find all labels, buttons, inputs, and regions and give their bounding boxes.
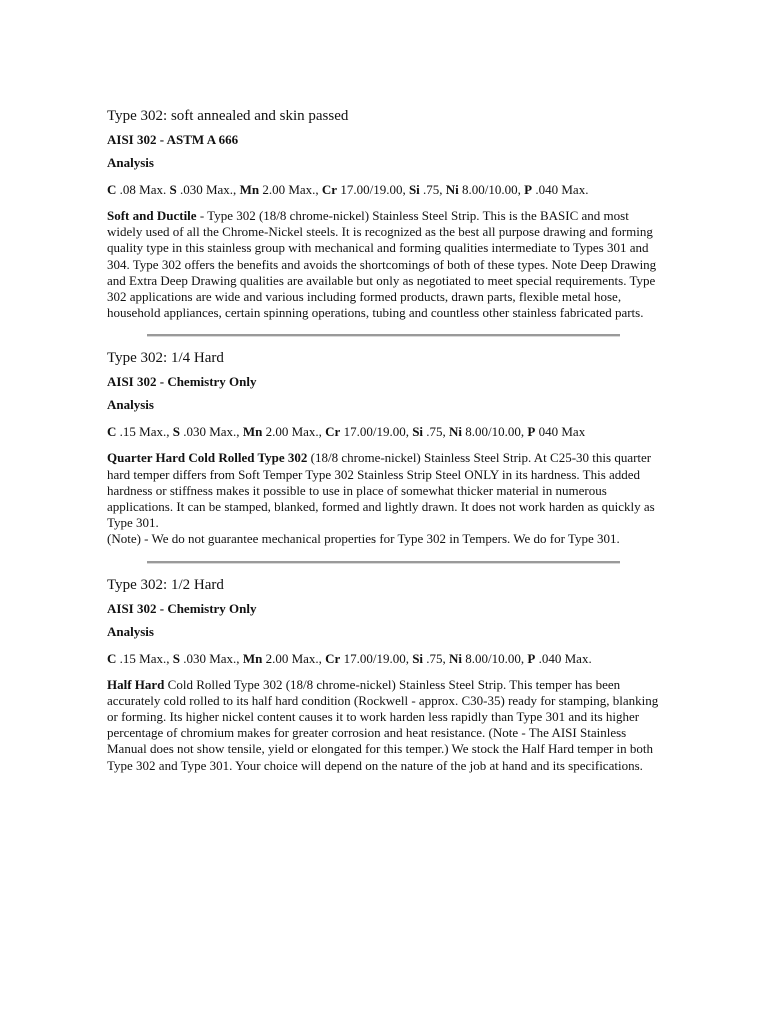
description-text: Cold Rolled Type 302 (18/8 chrome-nickel) Stainless Steel Strip. This temper has been accurately cold rolled to its half hard condition (Rockwell - approx. C30-35) ready for stamping, blanking or forming. Its higher nickel content causes it to work harden less rapidly than Type 301 and its higher percentage of chromium makes for greater corrosion and heat resistance. (Note - The AISI Stainless Manual does not show tensile, yield or elongated for this temper.) We stock the Half Hard temper in both Type 302 and Type 301. Your choice will depend on the nature of the job at hand and its specifications. bbox=[107, 676, 659, 773]
description-lead: Soft and Ductile bbox=[107, 208, 197, 223]
element-si-value: .75, bbox=[423, 424, 450, 440]
section-spec: AISI 302 - Chemistry Only bbox=[107, 374, 257, 390]
element-s: S bbox=[172, 650, 180, 666]
document-page bbox=[107, 106, 660, 774]
element-c-value: .15 Max., bbox=[116, 424, 173, 440]
element-c: C bbox=[107, 182, 117, 197]
element-s-value: .030 Max., bbox=[179, 650, 243, 666]
element-si-value: .75, bbox=[419, 182, 446, 197]
element-c-value: .08 Max. bbox=[116, 182, 170, 197]
element-c: C bbox=[107, 650, 117, 666]
element-ni-value: 8.00/10.00, bbox=[462, 650, 528, 666]
composition-line bbox=[107, 181, 660, 198]
element-s-value: .030 Max., bbox=[176, 182, 240, 197]
description-note: (Note) - We do not guarantee mechanical properties for Type 302 in Tempers. We do for Type 301. bbox=[107, 531, 620, 547]
horizontal-divider bbox=[147, 334, 620, 337]
element-cr-value: 17.00/19.00, bbox=[337, 182, 409, 197]
element-s: S bbox=[172, 424, 180, 440]
section-title: Type 302: 1/2 Hard bbox=[107, 576, 224, 593]
description-text: (18/8 chrome-nickel) Stainless Steel Strip. At C25-30 this quarter hard temper differs from Soft Temper Type 302 Stainless Strip Steel ONLY in its hardness. This added hardness or stiffness makes it possible to use in place of somewhat thicker material in numerous applications. It can be stamped, blanked, formed and lightly drawn. It does not work harden as quickly as Type 301. bbox=[107, 450, 655, 531]
element-p-value: .040 Max. bbox=[535, 650, 592, 666]
element-p: P bbox=[527, 424, 536, 440]
composition-line bbox=[107, 650, 660, 667]
section-title: Type 302: 1/4 Hard bbox=[107, 350, 224, 367]
section-title: Type 302: soft annealed and skin passed bbox=[107, 108, 349, 124]
element-cr-value: 17.00/19.00, bbox=[340, 650, 413, 666]
element-p-value: .040 Max. bbox=[532, 182, 589, 197]
horizontal-divider bbox=[147, 561, 620, 564]
section-spec: AISI 302 - Chemistry Only bbox=[107, 600, 257, 616]
section-spec: AISI 302 - ASTM A 666 bbox=[107, 132, 239, 147]
element-ni: Ni bbox=[445, 182, 459, 197]
section-description bbox=[107, 208, 660, 321]
element-c: C bbox=[107, 424, 117, 440]
element-si: Si bbox=[412, 424, 424, 440]
element-ni-value: 8.00/10.00, bbox=[462, 424, 528, 440]
element-p: P bbox=[524, 182, 533, 197]
section-description bbox=[107, 677, 660, 774]
analysis-label: Analysis bbox=[107, 397, 154, 413]
element-ni: Ni bbox=[449, 424, 463, 440]
analysis-label: Analysis bbox=[107, 155, 154, 170]
element-c-value: .15 Max., bbox=[116, 650, 173, 666]
element-p-value: 040 Max bbox=[535, 424, 586, 440]
element-mn-value: 2.00 Max., bbox=[262, 650, 326, 666]
element-cr-value: 17.00/19.00, bbox=[340, 424, 413, 440]
element-si-value: .75, bbox=[423, 650, 450, 666]
description-lead: Half Hard bbox=[107, 676, 165, 692]
element-ni: Ni bbox=[449, 650, 463, 666]
section-type-302-soft bbox=[107, 106, 660, 321]
element-mn: Mn bbox=[239, 182, 260, 197]
element-si: Si bbox=[412, 650, 424, 666]
description-lead: Quarter Hard Cold Rolled Type 302 bbox=[107, 450, 308, 466]
analysis-label: Analysis bbox=[107, 623, 154, 639]
element-p: P bbox=[527, 650, 536, 666]
element-cr: Cr bbox=[325, 650, 341, 666]
element-cr: Cr bbox=[321, 182, 338, 197]
section-type-302-quarter-hard bbox=[107, 348, 660, 547]
element-mn-value: 2.00 Max., bbox=[262, 424, 326, 440]
element-mn: Mn bbox=[242, 424, 263, 440]
element-si: Si bbox=[408, 182, 420, 197]
section-type-302-half-hard bbox=[107, 575, 660, 774]
element-ni-value: 8.00/10.00, bbox=[458, 182, 525, 197]
element-mn: Mn bbox=[242, 650, 263, 666]
element-cr: Cr bbox=[325, 424, 341, 440]
composition-line bbox=[107, 423, 660, 440]
description-text: - Type 302 (18/8 chrome-nickel) Stainless Steel Strip. This is the BASIC and most widely used of all the Chrome-Nickel steels. It is recognized as the best all purpose drawing and forming quality type in this stainless group with mechanical and forming qualities intermediate to Types 301 and 304. Type 302 offers the benefits and avoids the shortcomings of both of these types. Note Deep Drawing and Extra Deep Drawing qualities are available but only as negotiated to meet special requirements. Type 302 applications are wide and various including formed products, drawn parts, flexible metal hose, household appliances, certain spinning operations, tubing and countless other stainless fabricated parts. bbox=[107, 208, 657, 321]
element-s: S bbox=[169, 182, 177, 197]
element-s-value: .030 Max., bbox=[179, 424, 243, 440]
section-description bbox=[107, 450, 660, 547]
element-mn-value: 2.00 Max., bbox=[259, 182, 322, 197]
